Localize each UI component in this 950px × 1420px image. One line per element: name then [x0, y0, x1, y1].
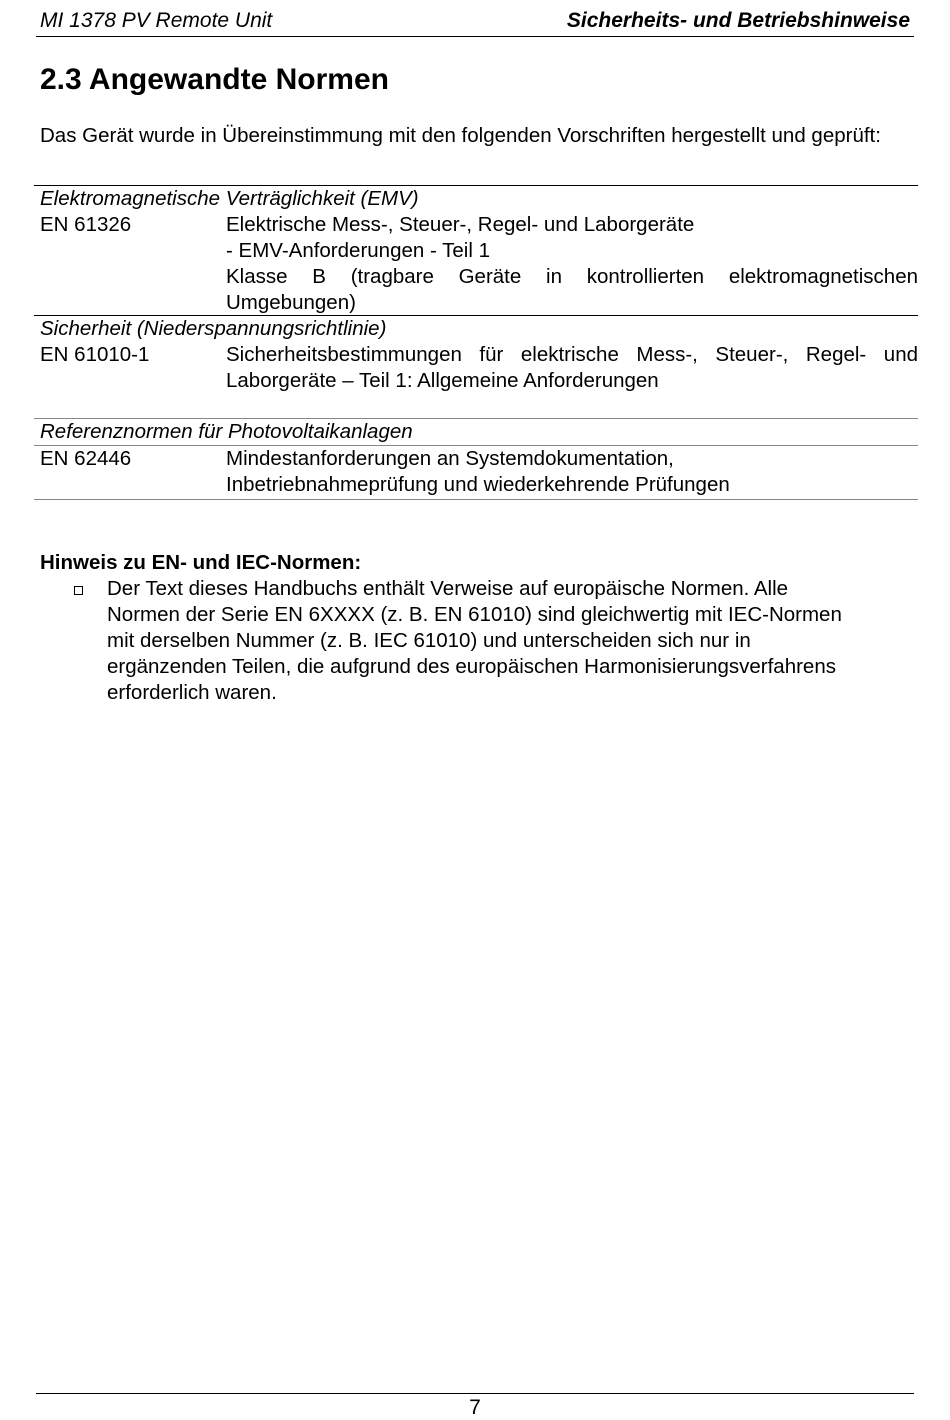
category-label: Sicherheit (Niederspannungsrichtlinie)	[40, 317, 387, 340]
standard-code: EN 61326	[40, 213, 132, 236]
note-line: ergänzenden Teilen, die aufgrund des europäischen Harmonisierungsverfahrens	[107, 655, 836, 678]
standard-description	[226, 342, 918, 394]
description-line: Mindestanforderungen an Systemdokumentation,	[226, 447, 674, 470]
standard-code: EN 62446	[40, 447, 132, 470]
footer-divider	[36, 1393, 914, 1394]
header-document-title: MI 1378 PV Remote Unit	[40, 9, 273, 32]
note-line: Normen der Serie EN 6XXXX (z. B. EN 61010) sind gleichwertig mit IEC-Normen	[107, 603, 842, 626]
checkbox-bullet-icon	[74, 586, 83, 595]
standard-description	[226, 212, 918, 316]
header-chapter-title: Sicherheits- und Betriebshinweise	[566, 9, 910, 32]
standard-description	[226, 446, 918, 498]
note-bullet-item	[40, 576, 920, 706]
description-line: Elektrische Mess-, Steuer-, Regel- und Laborgeräte	[226, 213, 695, 236]
note-line: erforderlich waren.	[107, 681, 277, 704]
category-label: Referenznormen für Photovoltaikanlagen	[40, 420, 413, 443]
note-line: Der Text dieses Handbuchs enthält Verweise auf europäische Normen. Alle	[107, 577, 789, 600]
group-divider	[34, 499, 918, 500]
standard-row	[34, 342, 918, 394]
header-divider	[36, 36, 914, 37]
standards-group-emv	[34, 185, 918, 316]
description-line: Sicherheitsbestimmungen für elektrische Mess-, Steuer-, Regel- und	[226, 343, 918, 366]
standard-code: EN 61010-1	[40, 343, 150, 366]
description-line: Umgebungen)	[226, 291, 356, 314]
note-heading: Hinweis zu EN- und IEC-Normen:	[40, 551, 362, 574]
standards-group-photovoltaic	[34, 418, 918, 500]
description-line: - EMV-Anforderungen - Teil 1	[226, 239, 490, 262]
description-line: Laborgeräte – Teil 1: Allgemeine Anforderungen	[226, 369, 659, 392]
section-title: 2.3 Angewandte Normen	[40, 63, 389, 96]
category-label: Elektromagnetische Verträglichkeit (EMV)	[40, 187, 419, 210]
description-line: Klasse B (tragbare Geräte in kontrollierten elektromagnetischen	[226, 265, 918, 288]
standard-row	[34, 446, 918, 498]
intro-paragraph: Das Gerät wurde in Übereinstimmung mit den folgenden Vorschriften hergestellt und geprüft:	[40, 124, 881, 147]
standard-row	[34, 212, 918, 316]
description-line: Inbetriebnahmeprüfung und wiederkehrende Prüfungen	[226, 473, 730, 496]
note-text	[107, 576, 920, 706]
standards-group-safety	[34, 315, 918, 394]
note-line: mit derselben Nummer (z. B. IEC 61010) und unterscheiden sich nur in	[107, 629, 751, 652]
page-number: 7	[469, 1396, 481, 1419]
